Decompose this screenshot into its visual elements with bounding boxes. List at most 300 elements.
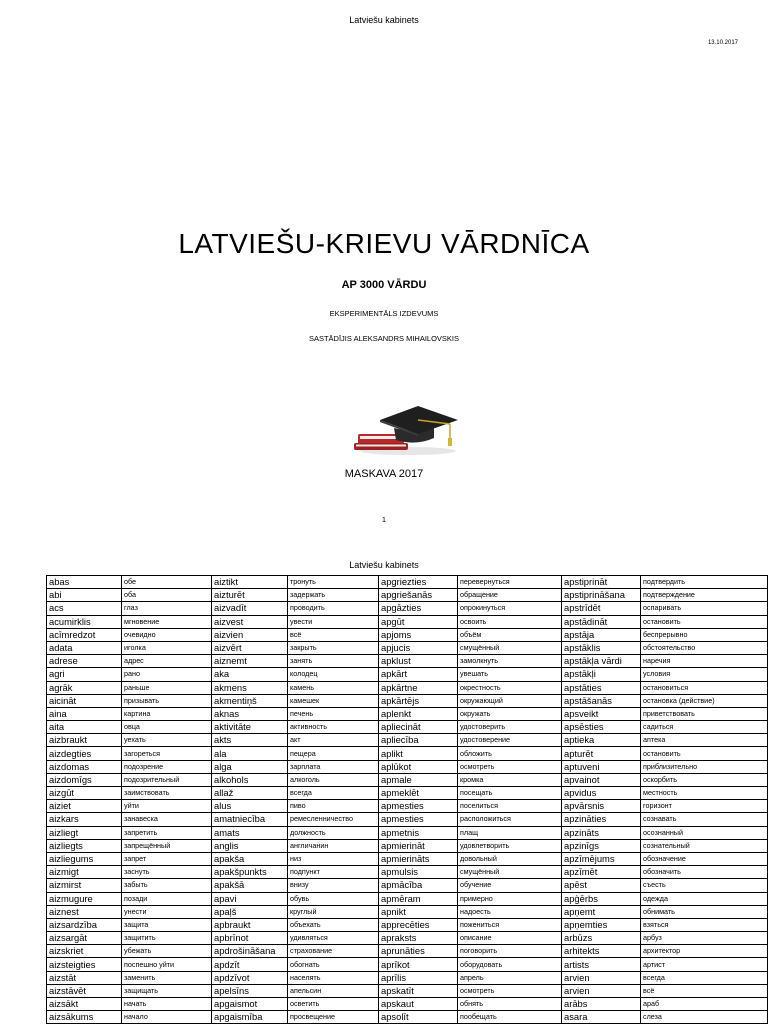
latvian-word-cell: adrese xyxy=(47,655,122,668)
russian-translation-cell: садиться xyxy=(641,721,768,734)
table-row xyxy=(47,958,768,971)
latvian-word-cell: aizliegums xyxy=(47,852,122,865)
latvian-word-cell: aptuveni xyxy=(562,760,641,773)
latvian-word-cell: aprīkot xyxy=(379,958,458,971)
latvian-word-cell: apklust xyxy=(379,655,458,668)
russian-translation-cell: запрет xyxy=(122,852,212,865)
russian-translation-cell: уйти xyxy=(122,800,212,813)
russian-translation-cell: очевидно xyxy=(122,628,212,641)
latvian-word-cell: apstākļi xyxy=(562,668,641,681)
latvian-word-cell: apstiprināšana xyxy=(562,589,641,602)
latvian-word-cell: arvien xyxy=(562,984,641,997)
latvian-word-cell: aizkars xyxy=(47,813,122,826)
russian-translation-cell: замолкнуть xyxy=(458,655,562,668)
russian-translation-cell: запретить xyxy=(122,826,212,839)
table-row xyxy=(47,747,768,760)
latvian-word-cell: aizdomas xyxy=(47,760,122,773)
russian-translation-cell: загореться xyxy=(122,747,212,760)
latvian-word-cell: apskaut xyxy=(379,998,458,1011)
russian-translation-cell: всё xyxy=(641,984,768,997)
russian-translation-cell: оба xyxy=(122,589,212,602)
latvian-word-cell: apdrošināšana xyxy=(212,945,288,958)
russian-translation-cell: пожениться xyxy=(458,918,562,931)
latvian-word-cell: apzīmēt xyxy=(562,866,641,879)
latvian-word-cell: apmulsis xyxy=(379,866,458,879)
russian-translation-cell: должность xyxy=(288,826,379,839)
latvian-word-cell: apgriešanās xyxy=(379,589,458,602)
russian-translation-cell: занавеска xyxy=(122,813,212,826)
russian-translation-cell: съесть xyxy=(641,879,768,892)
russian-translation-cell: просвещение xyxy=(288,1011,379,1024)
latvian-word-cell: allaž xyxy=(212,787,288,800)
latvian-word-cell: apstāja xyxy=(562,628,641,641)
latvian-word-cell: aizsteigties xyxy=(47,958,122,971)
latvian-word-cell: aizsākt xyxy=(47,998,122,1011)
edition-note: EKSPERIMENTĀLS IZDEVUMS xyxy=(329,309,439,318)
russian-translation-cell: защита xyxy=(122,918,212,931)
russian-translation-cell: обложить xyxy=(458,747,562,760)
russian-translation-cell: беспрерывно xyxy=(641,628,768,641)
latvian-word-cell: apmierināt xyxy=(379,839,458,852)
latvian-word-cell: aizsardzība xyxy=(47,918,122,931)
russian-translation-cell: страхование xyxy=(288,945,379,958)
table-row xyxy=(47,602,768,615)
page-number: 1 xyxy=(381,515,387,524)
russian-translation-cell: объехать xyxy=(288,918,379,931)
russian-translation-cell: адрес xyxy=(122,655,212,668)
latvian-word-cell: aizvien xyxy=(212,628,288,641)
russian-translation-cell: апрель xyxy=(458,971,562,984)
latvian-word-cell: aizdegties xyxy=(47,747,122,760)
latvian-word-cell: apliecība xyxy=(379,734,458,747)
latvian-word-cell: apzīmējums xyxy=(562,852,641,865)
russian-translation-cell: заимствовать xyxy=(122,787,212,800)
latvian-word-cell: apmale xyxy=(379,773,458,786)
latvian-word-cell: apsveikt xyxy=(562,707,641,720)
russian-translation-cell: обстоятельство xyxy=(641,641,768,654)
russian-translation-cell: кромка xyxy=(458,773,562,786)
latvian-word-cell: artists xyxy=(562,958,641,971)
russian-translation-cell: увешать xyxy=(458,668,562,681)
russian-translation-cell: обучение xyxy=(458,879,562,892)
table-row xyxy=(47,773,768,786)
latvian-word-cell: apmesties xyxy=(379,813,458,826)
russian-translation-cell: печень xyxy=(288,707,379,720)
russian-translation-cell: активность xyxy=(288,721,379,734)
latvian-word-cell: aiztikt xyxy=(212,576,288,589)
russian-translation-cell: занять xyxy=(288,655,379,668)
table-row xyxy=(47,826,768,839)
russian-translation-cell: довольный xyxy=(458,852,562,865)
russian-translation-cell: обозначение xyxy=(641,852,768,865)
latvian-word-cell: akmentiņš xyxy=(212,694,288,707)
russian-translation-cell: опрокинуться xyxy=(458,602,562,615)
russian-translation-cell: окружать xyxy=(458,707,562,720)
russian-translation-cell: забыть xyxy=(122,879,212,892)
russian-translation-cell: тронуть xyxy=(288,576,379,589)
latvian-word-cell: apmierināts xyxy=(379,852,458,865)
table-row xyxy=(47,694,768,707)
russian-translation-cell: горизонт xyxy=(641,800,768,813)
russian-translation-cell: примерно xyxy=(458,892,562,905)
latvian-word-cell: apgaismot xyxy=(212,998,288,1011)
latvian-word-cell: apgāzties xyxy=(379,602,458,615)
russian-translation-cell: плащ xyxy=(458,826,562,839)
latvian-word-cell: agrāk xyxy=(47,681,122,694)
latvian-word-cell: apakša xyxy=(212,852,288,865)
latvian-word-cell: aizstāt xyxy=(47,971,122,984)
vocabulary-table xyxy=(46,575,768,1024)
latvian-word-cell: aizvērt xyxy=(212,641,288,654)
table-row xyxy=(47,932,768,945)
latvian-word-cell: aplikt xyxy=(379,747,458,760)
russian-translation-cell: оспаривать xyxy=(641,602,768,615)
latvian-word-cell: apstāklis xyxy=(562,641,641,654)
russian-translation-cell: остановка (действие) xyxy=(641,694,768,707)
graduation-cap-with-books-icon xyxy=(352,404,464,456)
table-row xyxy=(47,787,768,800)
table-row xyxy=(47,984,768,997)
latvian-word-cell: apmeklēt xyxy=(379,787,458,800)
latvian-word-cell: apēst xyxy=(562,879,641,892)
russian-translation-cell: архитектор xyxy=(641,945,768,958)
latvian-word-cell: apavi xyxy=(212,892,288,905)
latvian-word-cell: apkārtne xyxy=(379,681,458,694)
russian-translation-cell: обогнать xyxy=(288,958,379,971)
latvian-word-cell: asara xyxy=(562,1011,641,1024)
latvian-word-cell: apstāšanās xyxy=(562,694,641,707)
russian-translation-cell: подозрительный xyxy=(122,773,212,786)
russian-translation-cell: объём xyxy=(458,628,562,641)
page-header-2: Latviešu kabinets xyxy=(349,560,419,570)
table-row xyxy=(47,641,768,654)
latvian-word-cell: aizvest xyxy=(212,615,288,628)
latvian-word-cell: aita xyxy=(47,721,122,734)
latvian-word-cell: aktivitāte xyxy=(212,721,288,734)
russian-translation-cell: закрыть xyxy=(288,641,379,654)
russian-translation-cell: убежать xyxy=(122,945,212,958)
latvian-word-cell: apraksts xyxy=(379,932,458,945)
latvian-word-cell: aiznemt xyxy=(212,655,288,668)
russian-translation-cell: удивляться xyxy=(288,932,379,945)
russian-translation-cell: осознанный xyxy=(641,826,768,839)
russian-translation-cell: апельсин xyxy=(288,984,379,997)
latvian-word-cell: aizstāvēt xyxy=(47,984,122,997)
russian-translation-cell: начало xyxy=(122,1011,212,1024)
russian-translation-cell: всегда xyxy=(641,971,768,984)
latvian-word-cell: aizsākums xyxy=(47,1011,122,1024)
russian-translation-cell: смущённый xyxy=(458,641,562,654)
latvian-word-cell: aizmigt xyxy=(47,866,122,879)
latvian-word-cell: apvidus xyxy=(562,787,641,800)
latvian-word-cell: apkārtējs xyxy=(379,694,458,707)
latvian-word-cell: aizliegt xyxy=(47,826,122,839)
russian-translation-cell: подтвердить xyxy=(641,576,768,589)
latvian-word-cell: aizbraukt xyxy=(47,734,122,747)
russian-translation-cell: слеза xyxy=(641,1011,768,1024)
russian-translation-cell: запрещённый xyxy=(122,839,212,852)
table-row xyxy=(47,892,768,905)
russian-translation-cell: удовлетворить xyxy=(458,839,562,852)
russian-translation-cell: артист xyxy=(641,958,768,971)
russian-translation-cell: всегда xyxy=(288,787,379,800)
russian-translation-cell: окружающий xyxy=(458,694,562,707)
russian-translation-cell: англичанин xyxy=(288,839,379,852)
latvian-word-cell: aknas xyxy=(212,707,288,720)
russian-translation-cell: освоить xyxy=(458,615,562,628)
table-row xyxy=(47,721,768,734)
russian-translation-cell: наречия xyxy=(641,655,768,668)
russian-translation-cell: круглый xyxy=(288,905,379,918)
russian-translation-cell: защитить xyxy=(122,932,212,945)
latvian-word-cell: apstrīdēt xyxy=(562,602,641,615)
russian-translation-cell: приблизительно xyxy=(641,760,768,773)
russian-translation-cell: одежда xyxy=(641,892,768,905)
table-row xyxy=(47,852,768,865)
latvian-word-cell: aizturēt xyxy=(212,589,288,602)
russian-translation-cell: расположиться xyxy=(458,813,562,826)
latvian-word-cell: apvainot xyxy=(562,773,641,786)
latvian-word-cell: anglis xyxy=(212,839,288,852)
latvian-word-cell: aprīlis xyxy=(379,971,458,984)
russian-translation-cell: рано xyxy=(122,668,212,681)
russian-translation-cell: заменить xyxy=(122,971,212,984)
latvian-word-cell: apvārsnis xyxy=(562,800,641,813)
latvian-word-cell: apkārt xyxy=(379,668,458,681)
latvian-word-cell: aizsargāt xyxy=(47,932,122,945)
russian-translation-cell: низ xyxy=(288,852,379,865)
latvian-word-cell: apņemt xyxy=(562,905,641,918)
latvian-word-cell: apgriezties xyxy=(379,576,458,589)
compiler-credit: SASTĀDĪJIS ALEKSANDRS MIHAILOVSKIS xyxy=(308,334,460,343)
russian-translation-cell: мгновение xyxy=(122,615,212,628)
latvian-word-cell: abi xyxy=(47,589,122,602)
russian-translation-cell: алкоголь xyxy=(288,773,379,786)
russian-translation-cell: удостоверить xyxy=(458,721,562,734)
russian-translation-cell: обозначить xyxy=(641,866,768,879)
russian-translation-cell: оскорбить xyxy=(641,773,768,786)
russian-translation-cell: проводить xyxy=(288,602,379,615)
table-row xyxy=(47,1011,768,1024)
latvian-word-cell: aizmirst xyxy=(47,879,122,892)
russian-translation-cell: поселиться xyxy=(458,800,562,813)
russian-translation-cell: пещера xyxy=(288,747,379,760)
latvian-word-cell: aina xyxy=(47,707,122,720)
table-row xyxy=(47,800,768,813)
table-row xyxy=(47,576,768,589)
russian-translation-cell: надоесть xyxy=(458,905,562,918)
document-title: LATVIEŠU-KRIEVU VĀRDNĪCA xyxy=(178,228,590,259)
latvian-word-cell: arābs xyxy=(562,998,641,1011)
table-row xyxy=(47,945,768,958)
russian-translation-cell: аптека xyxy=(641,734,768,747)
russian-translation-cell: уехать xyxy=(122,734,212,747)
russian-translation-cell: осветить xyxy=(288,998,379,1011)
latvian-word-cell: apskatīt xyxy=(379,984,458,997)
latvian-word-cell: apelsīns xyxy=(212,984,288,997)
latvian-word-cell: amatniecība xyxy=(212,813,288,826)
latvian-word-cell: aicināt xyxy=(47,694,122,707)
table-row xyxy=(47,839,768,852)
russian-translation-cell: овца xyxy=(122,721,212,734)
latvian-word-cell: abas xyxy=(47,576,122,589)
russian-translation-cell: акт xyxy=(288,734,379,747)
russian-translation-cell: иголка xyxy=(122,641,212,654)
latvian-word-cell: amats xyxy=(212,826,288,839)
latvian-word-cell: akts xyxy=(212,734,288,747)
russian-translation-cell: населять xyxy=(288,971,379,984)
latvian-word-cell: apakšpunkts xyxy=(212,866,288,879)
latvian-word-cell: apjoms xyxy=(379,628,458,641)
russian-translation-cell: окрестность xyxy=(458,681,562,694)
table-row xyxy=(47,655,768,668)
latvian-word-cell: apģērbs xyxy=(562,892,641,905)
table-row xyxy=(47,971,768,984)
russian-translation-cell: обращение xyxy=(458,589,562,602)
russian-translation-cell: призывать xyxy=(122,694,212,707)
latvian-word-cell: apstākļa vārdi xyxy=(562,655,641,668)
latvian-word-cell: aiznest xyxy=(47,905,122,918)
russian-translation-cell: сознательный xyxy=(641,839,768,852)
latvian-word-cell: arvien xyxy=(562,971,641,984)
russian-translation-cell: обе xyxy=(122,576,212,589)
latvian-word-cell: apsēsties xyxy=(562,721,641,734)
document-subtitle: AP 3000 VĀRDU xyxy=(341,279,427,291)
russian-translation-cell: осмотреть xyxy=(458,984,562,997)
latvian-word-cell: aizliegts xyxy=(47,839,122,852)
latvian-word-cell: aizmugure xyxy=(47,892,122,905)
latvian-word-cell: apņemties xyxy=(562,918,641,931)
latvian-word-cell: agri xyxy=(47,668,122,681)
latvian-word-cell: apdzīvot xyxy=(212,971,288,984)
latvian-word-cell: akmens xyxy=(212,681,288,694)
russian-translation-cell: оборудовать xyxy=(458,958,562,971)
russian-translation-cell: остановить xyxy=(641,615,768,628)
russian-translation-cell: внизу xyxy=(288,879,379,892)
russian-translation-cell: всё xyxy=(288,628,379,641)
latvian-word-cell: apaļš xyxy=(212,905,288,918)
latvian-word-cell: aptieka xyxy=(562,734,641,747)
latvian-word-cell: apmēram xyxy=(379,892,458,905)
latvian-word-cell: apjucis xyxy=(379,641,458,654)
russian-translation-cell: обувь xyxy=(288,892,379,905)
table-row xyxy=(47,866,768,879)
table-row xyxy=(47,879,768,892)
latvian-word-cell: alkohols xyxy=(212,773,288,786)
russian-translation-cell: условия xyxy=(641,668,768,681)
table-row xyxy=(47,760,768,773)
russian-translation-cell: остановиться xyxy=(641,681,768,694)
latvian-word-cell: apmetnis xyxy=(379,826,458,839)
russian-translation-cell: арбуз xyxy=(641,932,768,945)
latvian-word-cell: ala xyxy=(212,747,288,760)
russian-translation-cell: начать xyxy=(122,998,212,1011)
latvian-word-cell: aizdomīgs xyxy=(47,773,122,786)
russian-translation-cell: подтверждение xyxy=(641,589,768,602)
latvian-word-cell: alus xyxy=(212,800,288,813)
russian-translation-cell: картина xyxy=(122,707,212,720)
russian-translation-cell: взяться xyxy=(641,918,768,931)
russian-translation-cell: местность xyxy=(641,787,768,800)
latvian-word-cell: apmesties xyxy=(379,800,458,813)
latvian-word-cell: aka xyxy=(212,668,288,681)
table-row xyxy=(47,628,768,641)
latvian-word-cell: apnikt xyxy=(379,905,458,918)
latvian-word-cell: arhitekts xyxy=(562,945,641,958)
table-row xyxy=(47,668,768,681)
latvian-word-cell: aprunāties xyxy=(379,945,458,958)
russian-translation-cell: подозрение xyxy=(122,760,212,773)
latvian-word-cell: apstāties xyxy=(562,681,641,694)
table-row xyxy=(47,998,768,1011)
latvian-word-cell: apmācība xyxy=(379,879,458,892)
russian-translation-cell: защищать xyxy=(122,984,212,997)
russian-translation-cell: осмотреть xyxy=(458,760,562,773)
russian-translation-cell: обнять xyxy=(458,998,562,1011)
russian-translation-cell: колодец xyxy=(288,668,379,681)
russian-translation-cell: остановить xyxy=(641,747,768,760)
table-row xyxy=(47,813,768,826)
russian-translation-cell: глаз xyxy=(122,602,212,615)
russian-translation-cell: раньше xyxy=(122,681,212,694)
russian-translation-cell: описание xyxy=(458,932,562,945)
latvian-word-cell: adata xyxy=(47,641,122,654)
russian-translation-cell: камень xyxy=(288,681,379,694)
latvian-word-cell: aiziet xyxy=(47,800,122,813)
latvian-word-cell: acumirklis xyxy=(47,615,122,628)
latvian-word-cell: apprecēties xyxy=(379,918,458,931)
russian-translation-cell: зарплата xyxy=(288,760,379,773)
latvian-word-cell: apdzīt xyxy=(212,958,288,971)
table-row xyxy=(47,734,768,747)
table-row xyxy=(47,905,768,918)
russian-translation-cell: ремесленничество xyxy=(288,813,379,826)
page-header: Latviešu kabinets xyxy=(349,15,419,25)
latvian-word-cell: apbrīnot xyxy=(212,932,288,945)
latvian-word-cell: apgūt xyxy=(379,615,458,628)
russian-translation-cell: поспешно уйти xyxy=(122,958,212,971)
russian-translation-cell: камешек xyxy=(288,694,379,707)
table-row xyxy=(47,681,768,694)
table-row xyxy=(47,615,768,628)
russian-translation-cell: посещать xyxy=(458,787,562,800)
russian-translation-cell: задержать xyxy=(288,589,379,602)
russian-translation-cell: смущённый xyxy=(458,866,562,879)
latvian-word-cell: aizvadīt xyxy=(212,602,288,615)
table-row xyxy=(47,707,768,720)
russian-translation-cell: удостоверение xyxy=(458,734,562,747)
russian-translation-cell: поговорить xyxy=(458,945,562,958)
table-row xyxy=(47,589,768,602)
latvian-word-cell: acs xyxy=(47,602,122,615)
latvian-word-cell: apakšā xyxy=(212,879,288,892)
publication-place-year: MASKAVA 2017 xyxy=(344,468,424,480)
latvian-word-cell: aizgūt xyxy=(47,787,122,800)
latvian-word-cell: apzināts xyxy=(562,826,641,839)
page-date: 13.10.2017 xyxy=(707,40,738,46)
russian-translation-cell: приветствовать xyxy=(641,707,768,720)
latvian-word-cell: aplūkot xyxy=(379,760,458,773)
russian-translation-cell: подпункт xyxy=(288,866,379,879)
latvian-word-cell: aizskriet xyxy=(47,945,122,958)
latvian-word-cell: apstiprināt xyxy=(562,576,641,589)
latvian-word-cell: acīmredzot xyxy=(47,628,122,641)
latvian-word-cell: apbraukt xyxy=(212,918,288,931)
latvian-word-cell: apliecināt xyxy=(379,721,458,734)
russian-translation-cell: пообещать xyxy=(458,1011,562,1024)
russian-translation-cell: сознавать xyxy=(641,813,768,826)
russian-translation-cell: позади xyxy=(122,892,212,905)
